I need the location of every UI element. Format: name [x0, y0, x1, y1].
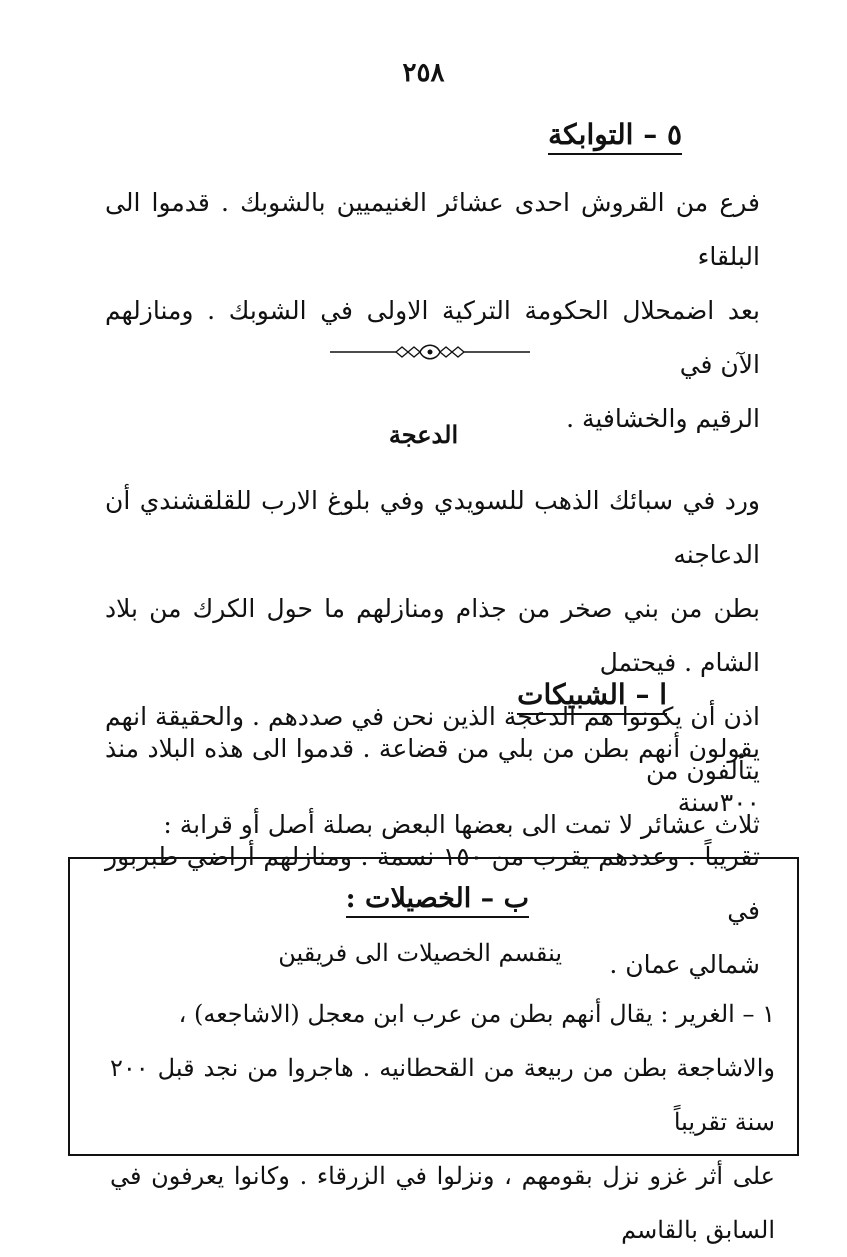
paragraph-line: فرع من القروش احدى عشائر الغنيميين بالشوبك . قدموا الى البلقاء	[105, 188, 760, 271]
paragraph-ghurayr	[110, 987, 775, 1257]
paragraph-line: ورد في سبائك الذهب للسويدي وفي بلوغ الارب للقلقشندي أن الدعاجنه	[105, 486, 760, 569]
ornament-divider-icon	[330, 340, 530, 364]
paragraph-line: ثلاث عشائر لا تمت الى بعضها البعض بصلة أصل أو قرابة :	[163, 810, 760, 839]
subsection-heading-text: ب – الخصيلات :	[346, 883, 529, 918]
paragraph-line: يقولون أنهم بطن من بلي من قضاعة . قدموا الى هذه البلاد منذ ٣٠٠سنة	[105, 734, 760, 817]
section-heading-text: ٥ – التوابكة	[548, 118, 682, 155]
paragraph-line: بطن من بني صخر من جذام ومنازلهم ما حول الكرك من بلاد الشام . فيحتمل	[105, 594, 760, 677]
paragraph-tawabka	[105, 176, 760, 446]
paragraph-line: الرقيم والخشافية .	[566, 404, 760, 433]
paragraph-line: اذن أن يكونوا هم الدعجة الذين نحن في صددهم . والحقيقة انهم يتألفون من	[105, 702, 760, 785]
paragraph-line: بعد اضمحلال الحكومة التركية الاولى في الشوبك . ومنازلهم الآن في	[105, 296, 760, 379]
subsection-heading-shubaykat	[517, 678, 667, 711]
boxed-section-khusaylat	[68, 857, 799, 1244]
page-number: ٢٥٨	[402, 58, 445, 88]
subsection-heading-khusaylat	[346, 883, 529, 914]
paragraph-line: ١ – الغرير : يقال أنهم بطن من عرب ابن معجل (الاشاجعه) ،	[178, 1000, 775, 1028]
paragraph-line: على أثر غزو نزل بقومهم ، ونزلوا في الزرقاء . وكانوا يعرفون في السابق بالقاسم	[110, 1162, 775, 1244]
subsection-intro: ينقسم الخصيلات الى فريقين	[278, 939, 562, 967]
subsection-heading-text: ا – الشبيكات	[517, 678, 667, 715]
paragraph-line: شمالي عمان .	[609, 950, 760, 979]
section-heading-tawabka	[548, 118, 682, 151]
paragraph-line: تقريباً . وعددهم يقرب من ١٥٠ نسمة . ومنازلهم أراضي طبربور في	[105, 842, 760, 925]
paragraph-line: والاشاجعة بطن من ربيعة من القحطانيه . هاجروا من نجد قبل ٢٠٠ سنة تقريباً	[110, 1054, 775, 1136]
tribe-title: الدعجة	[388, 420, 459, 449]
